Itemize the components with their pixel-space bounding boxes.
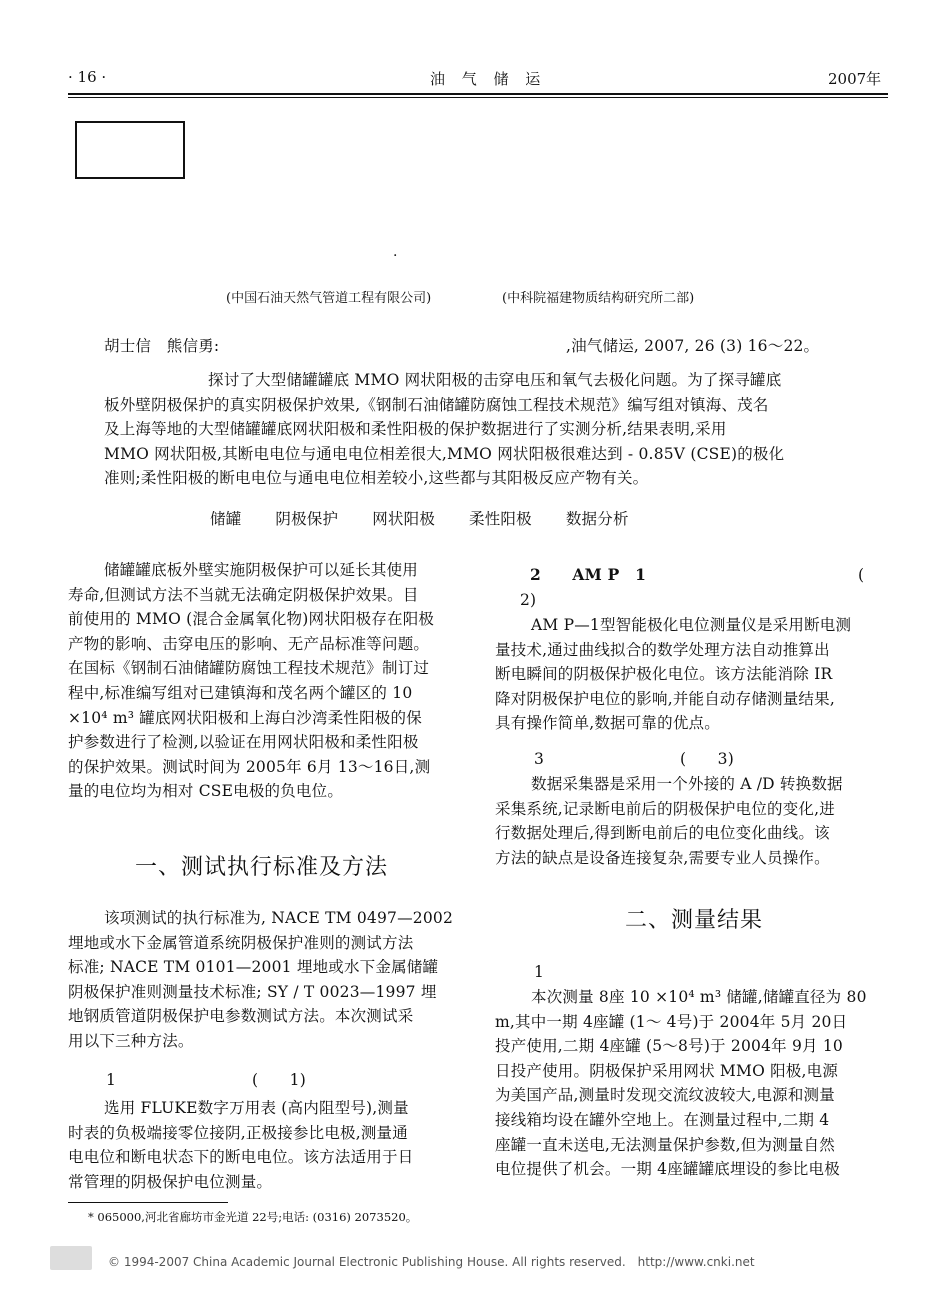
- standards-paragraph: 该项测试的执行标准为, NACE TM 0497—2002 埋地或水下金属管道系统阴极保护准则的测试方法 标准; NACE TM 0101—2001 埋地或水下金属储罐 阴极保护准则测量技术标准; SY / T 0023—1997 埋 地钢质管道阴极保护电参数测试方法。本次测试采 用以下三种方法。: [68, 909, 454, 1050]
- issue-year: 2007年: [828, 70, 882, 88]
- affiliation-1: (中国石油天然气管道工程有限公司): [226, 291, 432, 306]
- method-2-paren-open: (: [858, 566, 865, 584]
- cnki-logo-icon: [50, 1246, 92, 1270]
- section-heading-2: 二、测量结果: [625, 908, 764, 933]
- result-1-number: 1: [534, 963, 545, 981]
- footnote: * 065000,河北省廊坊市金光道 22号;电话: (0316) 2073520。: [88, 1210, 418, 1224]
- intro-paragraph: 储罐罐底板外壁实施阴极保护可以延长其使用 寿命,但测试方法不当就无法确定阴极保护效果。目 前使用的 MMO (混合金属氧化物)网状阳极存在阳极 产物的影响、击穿电压的影响、无产品标准等问题。 在国标《钢制石油储罐防腐蚀工程技术规范》制订过 程中,标准编写组对已建镇海和茂名两个罐区的 10 ×10⁴ m³ 罐底网状阳极和上海白沙湾柔性阳极的保 护参数进行了检测,以验证在用网状阳极和柔性阳极 的保护效果。测试时间为 2005年 6月 13～16日,测 量的电位均为相对 CSE电极的负电位。: [68, 561, 435, 801]
- affiliation-2: (中科院福建物质结构研究所二部): [502, 291, 695, 306]
- method-1-label: ( 1): [252, 1071, 306, 1089]
- citation-source: ,油气储运, 2007, 26 (3) 16～22。: [566, 337, 820, 355]
- method-1-paragraph: 选用 FLUKE数字万用表 (高内阻型号),测量 时表的负极端接零位接阴,正极接参比电极,测量通 电电位和断电状态下的断电电位。该方法适用于日 常管理的阴极保护电位测量。: [68, 1099, 414, 1191]
- method-2-title: 2 AM P 1: [530, 565, 647, 584]
- method-1-number: 1: [106, 1071, 117, 1089]
- dot-mark: ·: [393, 248, 398, 264]
- copyright-footer: © 1994-2007 China Academic Journal Electronic Publishing House. All rights reserved. http://www.cnki.net: [108, 1255, 755, 1269]
- footnote-rule: [68, 1202, 228, 1203]
- header-rule-thin: [68, 97, 888, 98]
- page-number: · 16 ·: [68, 68, 107, 86]
- column-tag-box: [75, 121, 185, 179]
- citation-authors: 胡士信 熊信勇:: [104, 337, 220, 355]
- method-2-paragraph: AM P—1型智能极化电位测量仪是采用断电测 量技术,通过曲线拟合的数学处理方法自动推算出 断电瞬间的阴极保护极化电位。该方法能消除 IR 降对阴极保护电位的影响,并能自动存储测量结果, 具有操作简单,数据可靠的优点。: [495, 616, 852, 733]
- method-2-paren-close: 2): [520, 591, 537, 609]
- method-3-label: ( 3): [680, 750, 734, 768]
- abstract: 探讨了大型储罐罐底 MMO 网状阳极的击穿电压和氧气去极化问题。为了探寻罐底 板外壁阴极保护的真实阴极保护效果,《钢制石油储罐防腐蚀工程技术规范》编写组对镇海、茂名 及上海等地的大型储罐罐底网状阳极和柔性阳极的保护数据进行了实测分析,结果表明,采用 MMO 网状阳极,其断电电位与通电电位相差很大,MMO 网状阳极很难达到 - 0.85V (CSE)的极化 准则;柔性阳极的断电电位与通电电位相差较小,这些都与其阳极反应产物有关。: [104, 371, 785, 488]
- method-3-number: 3: [534, 750, 545, 768]
- method-3-paragraph: 数据采集器是采用一个外接的 A /D 转换数据 采集系统,记录断电前后的阴极保护电位的变化,进 行数据处理后,得到断电前后的电位变化曲线。该 方法的缺点是设备连接复杂,需要专业人员操作。: [495, 775, 843, 867]
- header-rule: [68, 93, 888, 95]
- keywords: 储罐 阴极保护 网状阳极 柔性阳极 数据分析: [210, 510, 629, 528]
- journal-name: 油 气 储 运: [430, 70, 547, 88]
- section-heading-1: 一、测试执行标准及方法: [135, 855, 389, 880]
- result-1-paragraph: 本次测量 8座 10 ×10⁴ m³ 储罐,储罐直径为 80 m,其中一期 4座罐 (1～ 4号)于 2004年 5月 20日 投产使用,二期 4座罐 (5～8号)于 2004年 9月 10 日投产使用。阴极保护采用网状 MMO 阳极,电源 为美国产品,测量时发现交流纹波较大,电源和测量 接线箱均设在罐外空地上。在测量过程中,二期 4 座罐一直未送电,无法测量保护参数,但为测量自然 电位提供了机会。一期 4座罐罐底埋设的参比电极: [495, 988, 867, 1179]
